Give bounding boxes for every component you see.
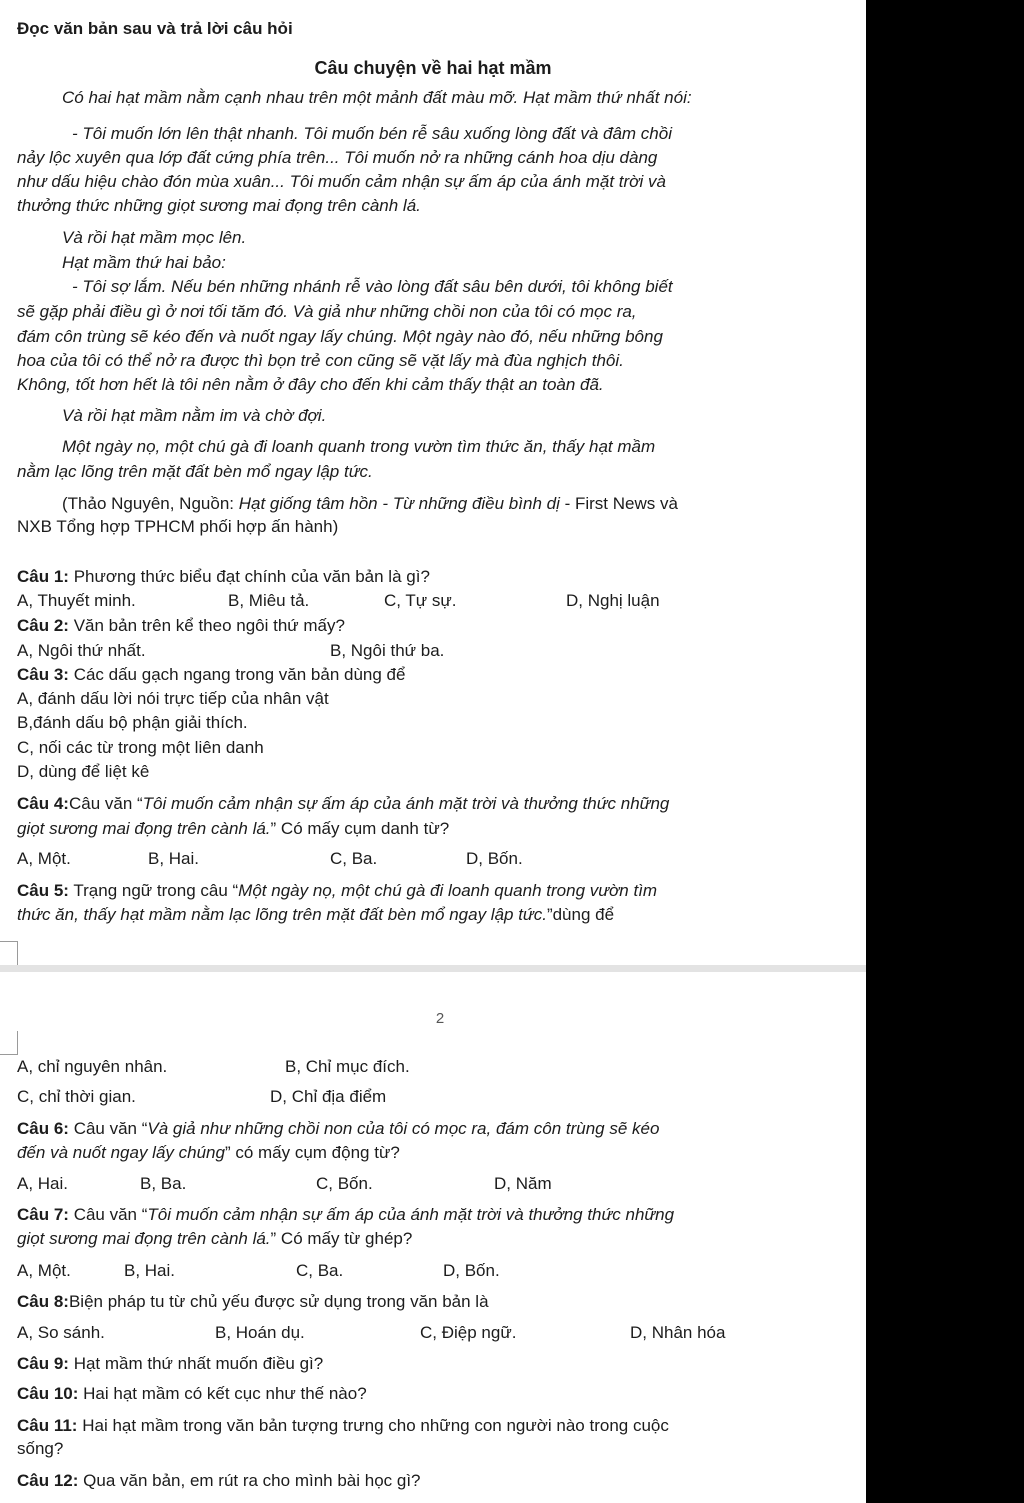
answer-option: C, Tự sự. — [384, 591, 457, 610]
story-line: Hạt mầm thứ hai bảo: — [62, 253, 226, 272]
answer-option: B, Chỉ mục đích. — [285, 1057, 410, 1076]
question-4: Câu 4:Câu văn “Tôi muốn cảm nhận sự ấm áp của ánh mặt trời và thưởng thức những — [17, 794, 670, 813]
question-5: Câu 5: Trạng ngữ trong câu “Một ngày nọ, một chú gà đi loanh quanh trong vườn tìm — [17, 881, 658, 900]
story-line: - Tôi sợ lắm. Nếu bén những nhánh rễ vào lòng đất sâu bên dưới, tôi không biết — [72, 277, 673, 296]
page-number: 2 — [435, 1010, 445, 1027]
answer-option: D, Nghị luận — [566, 591, 660, 610]
story-line: Và rồi hạt mầm mọc lên. — [62, 228, 247, 247]
answer-option: D, Bốn. — [466, 849, 523, 868]
question-10: Câu 10: Hai hạt mầm có kết cục như thế nào? — [17, 1384, 367, 1403]
answer-option: C, Ba. — [296, 1261, 344, 1280]
answer-option: A, Thuyết minh. — [17, 591, 136, 610]
story-line: Một ngày nọ, một chú gà đi loanh quanh trong vườn tìm thức ăn, thấy hạt mầm — [62, 437, 656, 456]
page-corner-mark — [0, 941, 18, 966]
answer-option: D, dùng để liệt kê — [17, 762, 150, 781]
story-line: sẽ gặp phải điều gì ở nơi tối tăm đó. Và giả như những chồi non của tôi có mọc ra, — [17, 302, 637, 321]
question-7-line-2: giọt sương mai đọng trên cành lá.” Có mấy từ ghép? — [17, 1229, 413, 1248]
answer-option: A, đánh dấu lời nói trực tiếp của nhân vật — [17, 689, 329, 708]
story-paragraph-1: Có hai hạt mầm nằm cạnh nhau trên một mảnh đất màu mỡ. Hạt mầm thứ nhất nói: — [62, 88, 692, 107]
story-source-line-2: NXB Tổng hợp TPHCM phối hợp ấn hành) — [17, 517, 339, 536]
right-black-margin — [866, 0, 1024, 1503]
cropped-top-line — [20, 0, 420, 2]
story-line: nảy lộc xuyên qua lớp đất cứng phía trên... Tôi muốn nở ra những cánh hoa dịu dàng — [17, 148, 658, 167]
story-line: Và rồi hạt mầm nằm im và chờ đợi. — [62, 406, 327, 425]
answer-option: A, So sánh. — [17, 1323, 105, 1342]
answer-option: A, Ngôi thứ nhất. — [17, 641, 146, 660]
reading-instruction: Đọc văn bản sau và trả lời câu hỏi — [17, 19, 293, 38]
answer-option: C, chỉ thời gian. — [17, 1087, 136, 1106]
answer-option: C, Ba. — [330, 849, 378, 868]
answer-option: A, Hai. — [17, 1174, 69, 1193]
question-4-line-2: giọt sương mai đọng trên cành lá.” Có mấy cụm danh từ? — [17, 819, 450, 838]
answer-option: B, Ngôi thứ ba. — [330, 641, 445, 660]
cropped-bottom-line — [20, 1499, 270, 1503]
question-1: Câu 1: Phương thức biểu đạt chính của văn bản là gì? — [17, 567, 430, 586]
story-line: đám côn trùng sẽ kéo đến và nuốt ngay lấy chúng. Một ngày nào đó, nếu những bông — [17, 327, 663, 346]
answer-option: C, Điệp ngữ. — [420, 1323, 517, 1342]
answer-option: B, Hai. — [148, 849, 200, 868]
story-line: hoa của tôi có thể nở ra được thì bọn trẻ con cũng sẽ vặt lấy mà đùa nghịch thôi. — [17, 351, 624, 370]
question-6-line-2: đến và nuốt ngay lấy chúng” có mấy cụm động từ? — [17, 1143, 400, 1162]
question-3: Câu 3: Các dấu gạch ngang trong văn bản dùng để — [17, 665, 406, 684]
question-9: Câu 9: Hạt mầm thứ nhất muốn điều gì? — [17, 1354, 324, 1373]
question-8: Câu 8:Biện pháp tu từ chủ yếu được sử dụng trong văn bản là — [17, 1292, 489, 1311]
story-line: nằm lạc lõng trên mặt đất bèn mổ ngay lập tức. — [17, 462, 373, 481]
question-6: Câu 6: Câu văn “Và giả như những chồi non của tôi có mọc ra, đám côn trùng sẽ kéo — [17, 1119, 660, 1138]
answer-option: D, Năm — [494, 1174, 552, 1193]
answer-option: B, Hoán dụ. — [215, 1323, 305, 1342]
question-2: Câu 2: Văn bản trên kể theo ngôi thứ mấy? — [17, 616, 345, 635]
story-source: (Thảo Nguyên, Nguồn: Hạt giống tâm hồn - Từ những điều bình dị - First News và — [62, 494, 678, 513]
answer-option: A, chỉ nguyên nhân. — [17, 1057, 168, 1076]
question-7: Câu 7: Câu văn “Tôi muốn cảm nhận sự ấm áp của ánh mặt trời và thưởng thức những — [17, 1205, 675, 1224]
question-11-line-2: sống? — [17, 1439, 64, 1458]
question-5-line-2: thức ăn, thấy hạt mầm nằm lạc lõng trên mặt đất bèn mổ ngay lập tức.”dùng để — [17, 905, 615, 924]
story-line: Không, tốt hơn hết là tôi nên nằm ở đây cho đến khi cảm thấy thật an toàn đã. — [17, 375, 604, 394]
answer-option: A, Một. — [17, 849, 71, 868]
answer-option: A, Một. — [17, 1261, 71, 1280]
story-title: Câu chuyện về hai hạt mầm — [314, 58, 552, 78]
question-12: Câu 12: Qua văn bản, em rút ra cho mình bài học gì? — [17, 1471, 421, 1490]
answer-option: D, Bốn. — [443, 1261, 500, 1280]
page-corner-mark — [0, 1031, 18, 1055]
page-break — [0, 965, 866, 972]
answer-option: B, Miêu tả. — [228, 591, 310, 610]
answer-option: B, Hai. — [124, 1261, 176, 1280]
answer-option: B, Ba. — [140, 1174, 187, 1193]
answer-option: B,đánh dấu bộ phận giải thích. — [17, 713, 248, 732]
answer-option: D, Nhân hóa — [630, 1323, 726, 1342]
answer-option: D, Chỉ địa điểm — [270, 1087, 387, 1106]
answer-option: C, nối các từ trong một liên danh — [17, 738, 264, 757]
story-line: - Tôi muốn lớn lên thật nhanh. Tôi muốn bén rễ sâu xuống lòng đất và đâm chồi — [72, 124, 672, 143]
story-line: như dấu hiệu chào đón mùa xuân... Tôi muốn cảm nhận sự ấm áp của ánh mặt trời và — [17, 172, 666, 191]
story-line: thưởng thức những giọt sương mai đọng trên cành lá. — [17, 196, 421, 215]
answer-option: C, Bốn. — [316, 1174, 373, 1193]
question-11: Câu 11: Hai hạt mầm trong văn bản tượng trưng cho những con người nào trong cuộc — [17, 1416, 669, 1435]
